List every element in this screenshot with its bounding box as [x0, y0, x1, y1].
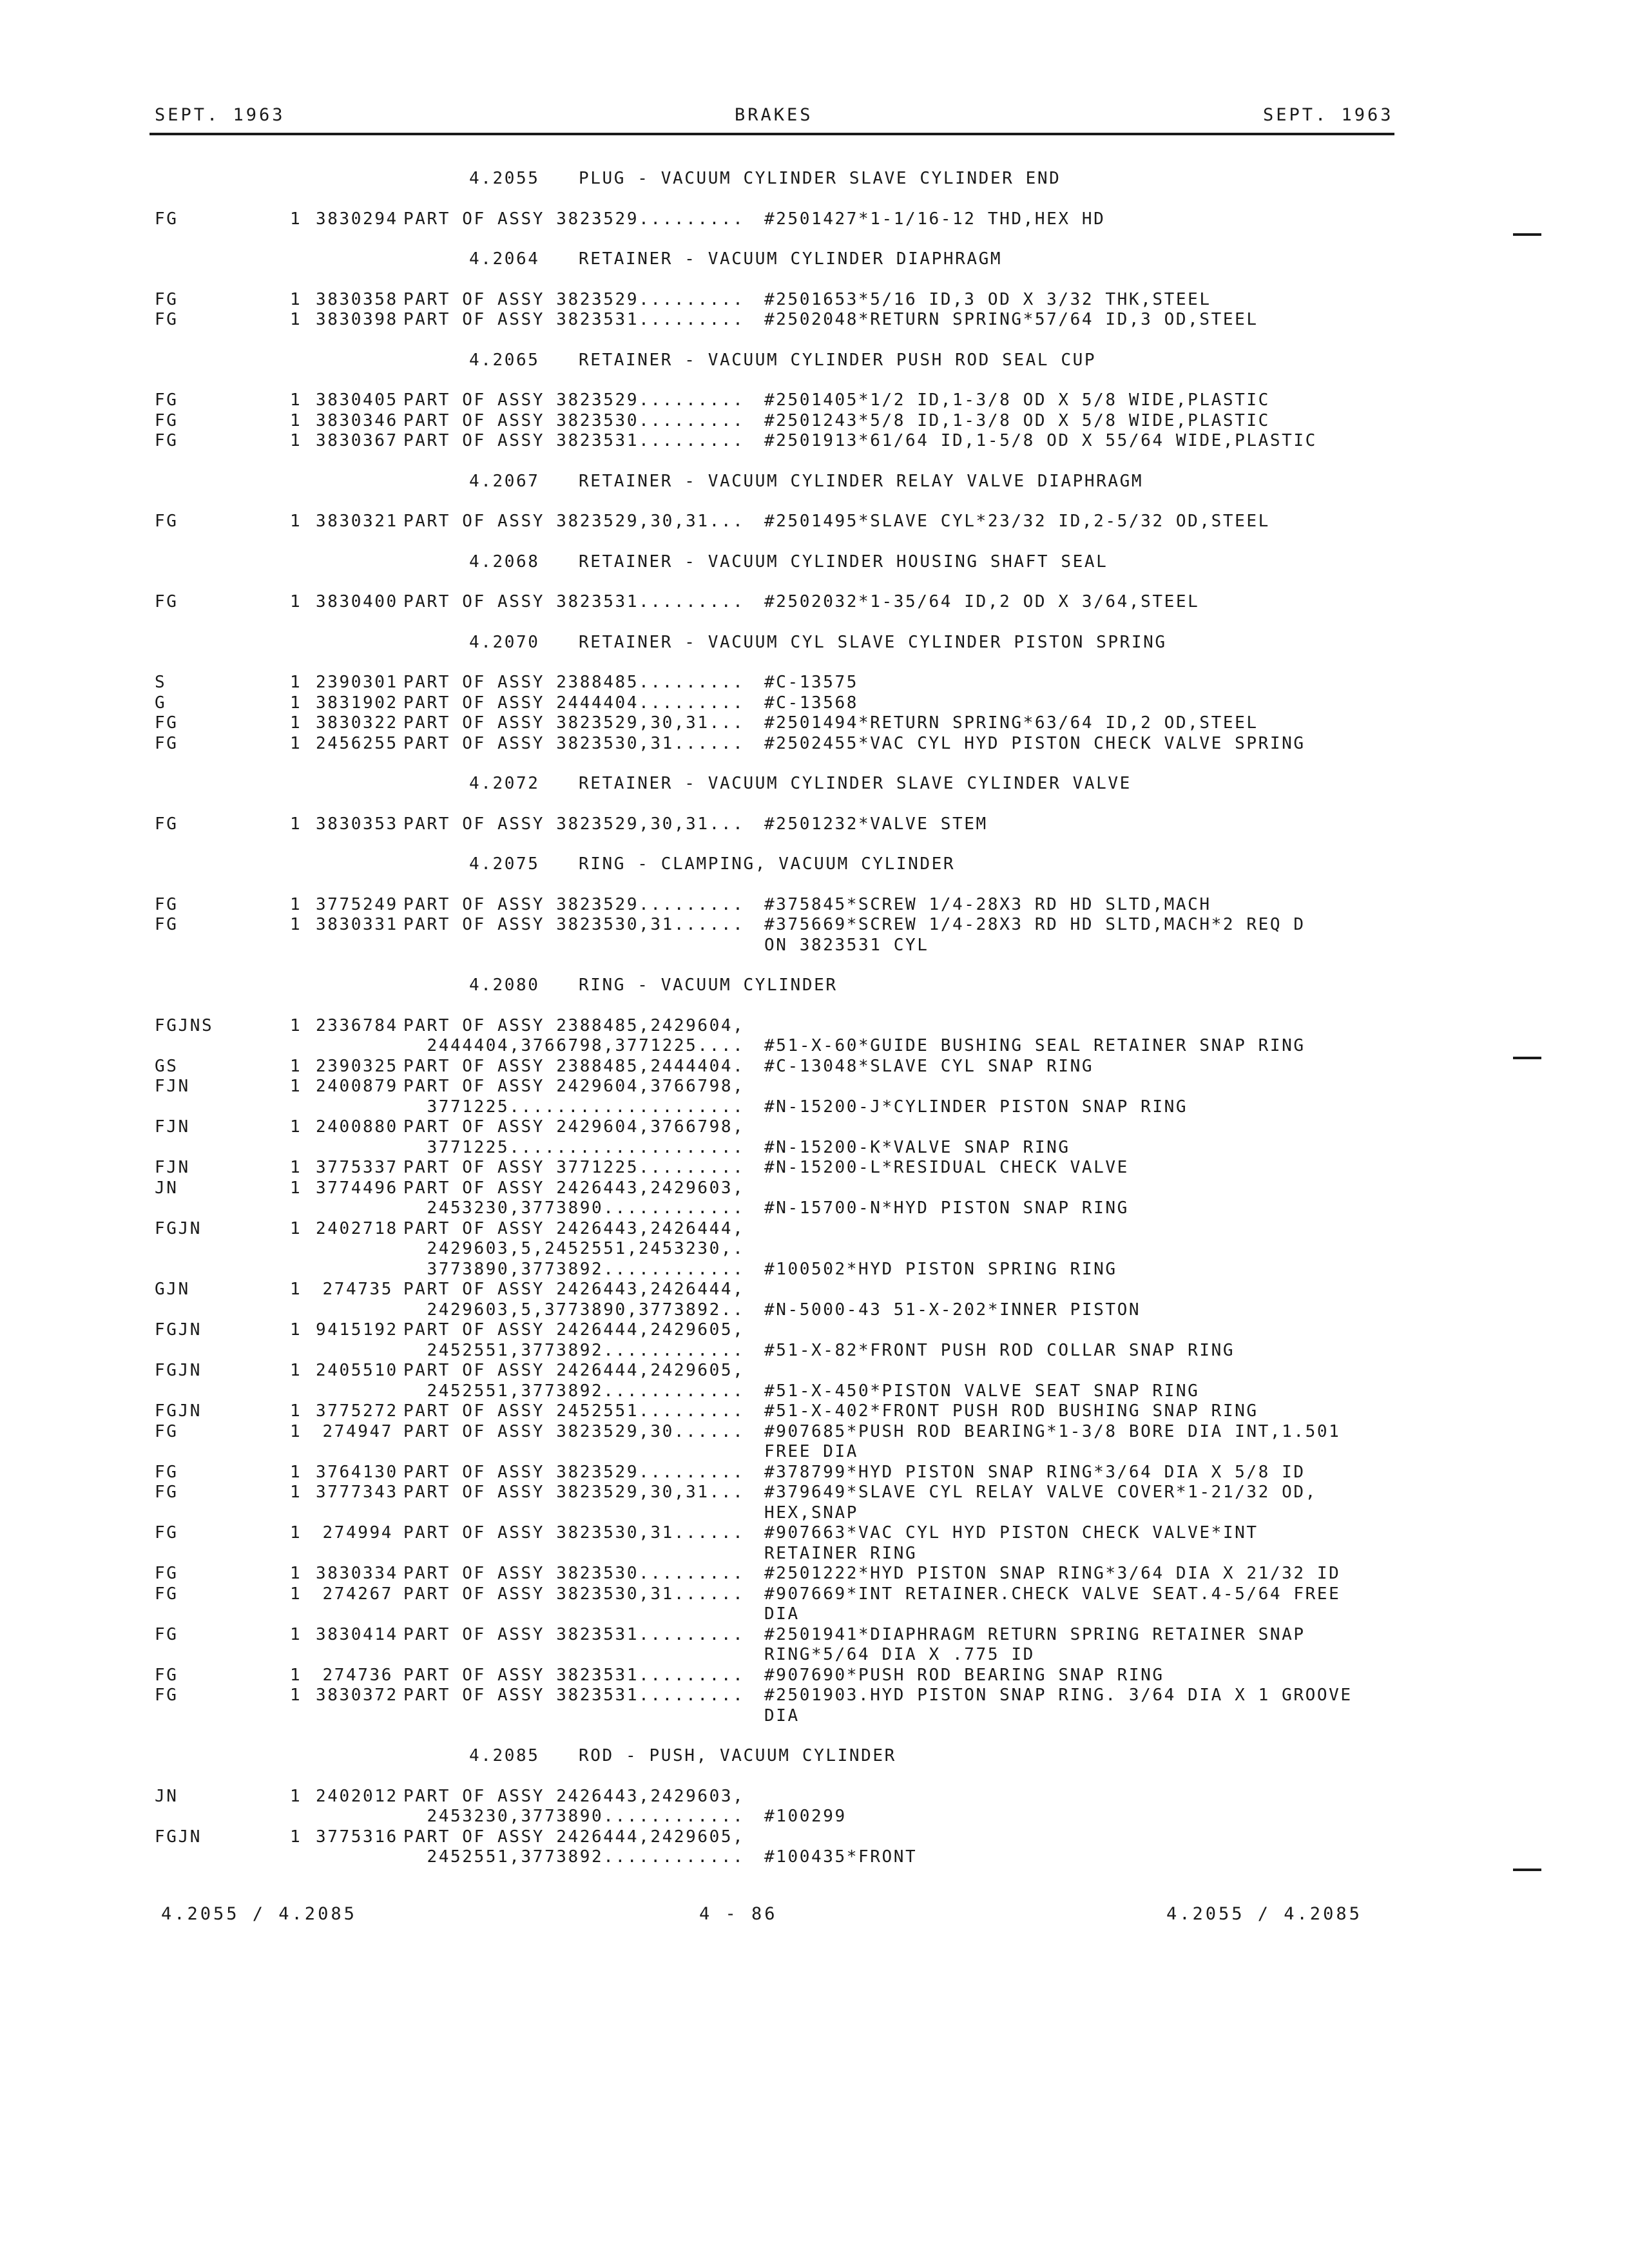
part-entry — [155, 814, 1431, 835]
part-description: #2501913*61/64 ID,1-5/8 OD X 55/64 WIDE,PLASTIC — [764, 431, 1317, 450]
section-number: 4.2068 — [469, 552, 540, 572]
part-number: 3775249 — [316, 894, 398, 914]
part-description: #907685*PUSH ROD BEARING*1-3/8 BORE DIA INT,1.501 FREE DIA — [764, 1421, 1341, 1461]
footer-range-left: 4.2055 / 4.2085 — [161, 1904, 357, 1924]
part-number: 274735 — [322, 1280, 393, 1299]
part-entry — [155, 1077, 1431, 1117]
section-number: 4.2085 — [469, 1746, 540, 1765]
model-code: FG — [155, 431, 178, 450]
quantity: 1 — [290, 209, 302, 229]
part-entry — [155, 1625, 1431, 1666]
part-number: 3774496 — [316, 1178, 398, 1198]
section-number: 4.2064 — [469, 249, 540, 269]
quantity: 1 — [290, 814, 302, 834]
quantity: 1 — [290, 1158, 302, 1177]
part-entry — [155, 915, 1431, 956]
model-code: FG — [155, 592, 178, 611]
part-entry — [155, 1523, 1431, 1564]
part-description: #2501903.HYD PISTON SNAP RING. 3/64 DIA X 1 GROOVE DIA — [764, 1686, 1353, 1725]
quantity: 1 — [290, 915, 302, 934]
model-code: FG — [155, 1665, 178, 1685]
part-description: #51-X-82*FRONT PUSH ROD COLLAR SNAP RING — [764, 1340, 1235, 1360]
model-code: GS — [155, 1056, 178, 1076]
model-code: FG — [155, 410, 178, 430]
part-entry — [155, 390, 1431, 411]
part-description: #2501232*VALVE STEM — [764, 814, 988, 834]
part-description: #2501495*SLAVE CYL*23/32 ID,2-5/32 OD,STEEL — [764, 512, 1270, 531]
assembly-reference: PART OF ASSY 2388485,2444404. — [403, 1056, 745, 1076]
part-entry — [155, 512, 1431, 532]
model-code: FG — [155, 713, 178, 733]
assembly-reference: PART OF ASSY 3823529,30,31... — [403, 512, 745, 531]
part-number: 3830372 — [316, 1686, 398, 1705]
assembly-reference: PART OF ASSY 2444404......... — [403, 693, 745, 713]
quantity: 1 — [290, 512, 302, 531]
assembly-reference: PART OF ASSY 3823530,31...... — [403, 1584, 745, 1604]
part-number: 2405510 — [316, 1361, 398, 1380]
part-description: #51-X-402*FRONT PUSH ROD BUSHING SNAP RING — [764, 1401, 1258, 1421]
part-description: #2501405*1/2 ID,1-3/8 OD X 5/8 WIDE,PLASTIC — [764, 390, 1270, 410]
quantity: 1 — [290, 1827, 302, 1847]
section-heading — [155, 633, 1431, 653]
part-number: 3830358 — [316, 289, 398, 309]
quantity: 1 — [290, 1178, 302, 1198]
part-entry — [155, 693, 1431, 714]
section-number: 4.2072 — [469, 774, 540, 793]
part-entry — [155, 1686, 1431, 1726]
part-entry — [155, 1564, 1431, 1584]
part-entry — [155, 1827, 1431, 1868]
part-description: #907669*INT RETAINER.CHECK VALVE SEAT.4-5/64 FREE DIA — [764, 1584, 1341, 1624]
section-heading — [155, 351, 1431, 371]
quantity: 1 — [290, 1686, 302, 1705]
part-description: #N-15200-J*CYLINDER PISTON SNAP RING — [764, 1097, 1188, 1117]
part-number: 274267 — [322, 1584, 393, 1604]
quantity: 1 — [290, 733, 302, 753]
model-code: GJN — [155, 1280, 190, 1299]
part-description: #N-15700-N*HYD PISTON SNAP RING — [764, 1198, 1129, 1218]
part-description: #2501653*5/16 ID,3 OD X 3/32 THK,STEEL — [764, 289, 1211, 309]
parts-listing — [155, 169, 1431, 1868]
section-number: 4.2067 — [469, 471, 540, 491]
assembly-reference: PART OF ASSY 2426443,2429603, 2453230,3773890............ — [403, 1786, 745, 1826]
part-entry — [155, 1422, 1431, 1463]
model-code: FG — [155, 289, 178, 309]
part-number: 3830294 — [316, 209, 398, 229]
model-code: FGJN — [155, 1827, 202, 1847]
part-description: #2501222*HYD PISTON SNAP RING*3/64 DIA X 21/32 ID — [764, 1564, 1341, 1583]
section-number: 4.2055 — [469, 169, 540, 188]
part-number: 274947 — [322, 1421, 393, 1441]
part-entry — [155, 1666, 1431, 1686]
footer-range-right: 4.2055 / 4.2085 — [1166, 1904, 1362, 1924]
assembly-reference: PART OF ASSY 3823529,30,31... — [403, 713, 745, 733]
part-entry — [155, 1117, 1431, 1158]
assembly-reference: PART OF ASSY 3823531......... — [403, 431, 745, 450]
quantity: 1 — [290, 693, 302, 713]
part-description: #379649*SLAVE CYL RELAY VALVE COVER*1-21/32 OD, HEX,SNAP — [764, 1483, 1317, 1523]
assembly-reference: PART OF ASSY 3823529,30...... — [403, 1421, 745, 1441]
assembly-reference: PART OF ASSY 3823529......... — [403, 894, 745, 914]
section-title: RING - CLAMPING, VACUUM CYLINDER — [579, 854, 956, 874]
assembly-reference: PART OF ASSY 3823531......... — [403, 592, 745, 611]
part-number: 2390325 — [316, 1056, 398, 1076]
part-description: #C-13575 — [764, 673, 859, 692]
part-description: #2502455*VAC CYL HYD PISTON CHECK VALVE SPRING — [764, 733, 1306, 753]
part-number: 3830334 — [316, 1564, 398, 1583]
assembly-reference: PART OF ASSY 2426444,2429605, 2452551,3773892............ — [403, 1361, 745, 1401]
assembly-reference: PART OF ASSY 3823529......... — [403, 1462, 745, 1482]
assembly-reference: PART OF ASSY 2388485,2429604, 2444404,3766798,3771225.... — [403, 1015, 745, 1055]
part-number: 3775272 — [316, 1401, 398, 1421]
section-number: 4.2065 — [469, 350, 540, 370]
quantity: 1 — [290, 1786, 302, 1806]
model-code: G — [155, 693, 167, 713]
part-number: 3830405 — [316, 390, 398, 410]
quantity: 1 — [290, 1015, 302, 1035]
model-code: JN — [155, 1178, 178, 1198]
model-code: FG — [155, 1523, 178, 1542]
part-number: 2390301 — [316, 673, 398, 692]
section-title: RETAINER - VACUUM CYLINDER HOUSING SHAFT SEAL — [579, 552, 1108, 572]
part-description: #375845*SCREW 1/4-28X3 RD HD SLTD,MACH — [764, 894, 1211, 914]
quantity: 1 — [290, 310, 302, 329]
section-heading — [155, 169, 1431, 189]
part-number: 3830331 — [316, 915, 398, 934]
assembly-reference: PART OF ASSY 3823529,30,31... — [403, 814, 745, 834]
model-code: FG — [155, 1483, 178, 1502]
section-heading — [155, 854, 1431, 875]
quantity: 1 — [290, 1077, 302, 1096]
section-title: PLUG - VACUUM CYLINDER SLAVE CYLINDER END — [579, 169, 1061, 188]
assembly-reference: PART OF ASSY 2388485......... — [403, 673, 745, 692]
header-title: BRAKES — [735, 105, 813, 125]
quantity: 1 — [290, 289, 302, 309]
section-number: 4.2070 — [469, 632, 540, 652]
model-code: FG — [155, 1462, 178, 1482]
part-number: 3777343 — [316, 1483, 398, 1502]
part-description: #C-13568 — [764, 693, 859, 713]
assembly-reference: PART OF ASSY 2429604,3766798, 3771225.................... — [403, 1117, 745, 1157]
header-date-right: SEPT. 1963 — [1263, 105, 1394, 125]
section-heading — [155, 975, 1431, 996]
part-entry — [155, 1463, 1431, 1483]
model-code: FG — [155, 310, 178, 329]
section-heading — [155, 552, 1431, 573]
assembly-reference: PART OF ASSY 3823529......... — [403, 289, 745, 309]
header-rule — [149, 133, 1394, 135]
part-entry — [155, 411, 1431, 432]
part-description: #907663*VAC CYL HYD PISTON CHECK VALVE*INT RETAINER RING — [764, 1523, 1258, 1563]
part-number: 3830321 — [316, 512, 398, 531]
part-number: 3830414 — [316, 1624, 398, 1644]
part-description: #2502032*1-35/64 ID,2 OD X 3/64,STEEL — [764, 592, 1200, 611]
quantity: 1 — [290, 1401, 302, 1421]
part-entry — [155, 713, 1431, 734]
part-description: #2501427*1-1/16-12 THD,HEX HD — [764, 209, 1106, 229]
assembly-reference: PART OF ASSY 3823531......... — [403, 1665, 745, 1685]
part-number: 3775337 — [316, 1158, 398, 1177]
part-description: #907690*PUSH ROD BEARING SNAP RING — [764, 1665, 1164, 1685]
section-title: ROD - PUSH, VACUUM CYLINDER — [579, 1746, 896, 1765]
assembly-reference: PART OF ASSY 3823529,30,31... — [403, 1483, 745, 1502]
quantity: 1 — [290, 1320, 302, 1340]
model-code: FGJN — [155, 1401, 202, 1421]
quantity: 1 — [290, 1462, 302, 1482]
part-description: #2501243*5/8 ID,1-3/8 OD X 5/8 WIDE,PLASTIC — [764, 410, 1270, 430]
part-number: 3775316 — [316, 1827, 398, 1847]
quantity: 1 — [290, 1056, 302, 1076]
part-description: #N-5000-43 51-X-202*INNER PISTON — [764, 1300, 1141, 1320]
quantity: 1 — [290, 894, 302, 914]
part-entry — [155, 1280, 1431, 1320]
quantity: 1 — [290, 1421, 302, 1441]
model-code: FG — [155, 1624, 178, 1644]
part-entry — [155, 1787, 1431, 1827]
part-description: #2501494*RETURN SPRING*63/64 ID,2 OD,STEEL — [764, 713, 1258, 733]
assembly-reference: PART OF ASSY 2429604,3766798, 3771225.................... — [403, 1077, 745, 1117]
part-entry — [155, 895, 1431, 916]
part-entry — [155, 1057, 1431, 1077]
part-number: 3830367 — [316, 431, 398, 450]
part-description: #375669*SCREW 1/4-28X3 RD HD SLTD,MACH*2 REQ D ON 3823531 CYL — [764, 915, 1306, 955]
part-description: #100502*HYD PISTON SPRING RING — [764, 1259, 1117, 1279]
margin-mark — [1513, 1057, 1541, 1059]
quantity: 1 — [290, 1584, 302, 1604]
quantity: 1 — [290, 673, 302, 692]
part-number: 3830346 — [316, 410, 398, 430]
part-number: 274994 — [322, 1523, 393, 1542]
quantity: 1 — [290, 1624, 302, 1644]
model-code: FGJN — [155, 1361, 202, 1380]
part-entry — [155, 1401, 1431, 1422]
quantity: 1 — [290, 713, 302, 733]
part-entry — [155, 1584, 1431, 1625]
quantity: 1 — [290, 1523, 302, 1542]
model-code: FGJN — [155, 1218, 202, 1238]
assembly-reference: PART OF ASSY 3823530......... — [403, 410, 745, 430]
part-description: #51-X-60*GUIDE BUSHING SEAL RETAINER SNAP RING — [764, 1036, 1306, 1055]
part-entry — [155, 1361, 1431, 1401]
section-heading — [155, 249, 1431, 270]
part-entry — [155, 1158, 1431, 1178]
part-entry — [155, 1016, 1431, 1057]
quantity: 1 — [290, 1665, 302, 1685]
part-entry — [155, 290, 1431, 311]
assembly-reference: PART OF ASSY 3823531......... — [403, 310, 745, 329]
section-heading — [155, 1746, 1431, 1767]
part-number: 2402012 — [316, 1786, 398, 1806]
margin-mark — [1513, 1869, 1541, 1871]
quantity: 1 — [290, 1564, 302, 1583]
part-description: #N-15200-L*RESIDUAL CHECK VALVE — [764, 1158, 1129, 1177]
part-entry — [155, 673, 1431, 693]
model-code: FG — [155, 1421, 178, 1441]
model-code: FG — [155, 894, 178, 914]
model-code: FGJN — [155, 1320, 202, 1340]
part-entry — [155, 431, 1431, 452]
assembly-reference: PART OF ASSY 3823530,31...... — [403, 733, 745, 753]
quantity: 1 — [290, 1280, 302, 1299]
part-number: 3831902 — [316, 693, 398, 713]
model-code: FJN — [155, 1158, 190, 1177]
section-number: 4.2075 — [469, 854, 540, 874]
part-number: 9415192 — [316, 1320, 398, 1340]
part-entry — [155, 209, 1431, 230]
part-number: 3764130 — [316, 1462, 398, 1482]
model-code: FG — [155, 390, 178, 410]
part-number: 2456255 — [316, 733, 398, 753]
assembly-reference: PART OF ASSY 2452551......... — [403, 1401, 745, 1421]
part-entry — [155, 1178, 1431, 1219]
model-code: FJN — [155, 1077, 190, 1096]
section-title: RETAINER - VACUUM CYLINDER RELAY VALVE DIAPHRAGM — [579, 471, 1144, 491]
part-number: 3830398 — [316, 310, 398, 329]
part-number: 3830353 — [316, 814, 398, 834]
assembly-reference: PART OF ASSY 2426443,2426444, 2429603,5,3773890,3773892.. — [403, 1280, 745, 1320]
model-code: FG — [155, 1686, 178, 1705]
quantity: 1 — [290, 1361, 302, 1380]
section-title: RETAINER - VACUUM CYL SLAVE CYLINDER PISTON SPRING — [579, 632, 1167, 652]
model-code: S — [155, 673, 167, 692]
part-description: #2501941*DIAPHRAGM RETURN SPRING RETAINER SNAP RING*5/64 DIA X .775 ID — [764, 1624, 1306, 1664]
assembly-reference: PART OF ASSY 3823531......... — [403, 1624, 745, 1644]
assembly-reference: PART OF ASSY 3823530,31...... — [403, 1523, 745, 1542]
quantity: 1 — [290, 1218, 302, 1238]
model-code: FG — [155, 512, 178, 531]
model-code: FG — [155, 733, 178, 753]
part-number: 274736 — [322, 1665, 393, 1685]
quantity: 1 — [290, 431, 302, 450]
part-description: #C-13048*SLAVE CYL SNAP RING — [764, 1056, 1094, 1076]
part-number: 2402718 — [316, 1218, 398, 1238]
section-title: RING - VACUUM CYLINDER — [579, 975, 838, 995]
quantity: 1 — [290, 1483, 302, 1502]
model-code: JN — [155, 1786, 178, 1806]
part-number: 2400879 — [316, 1077, 398, 1096]
model-code: FG — [155, 1584, 178, 1604]
assembly-reference: PART OF ASSY 3823530,31...... — [403, 915, 745, 934]
model-code: FGJNS — [155, 1015, 214, 1035]
part-description: #100435*FRONT — [764, 1847, 918, 1867]
assembly-reference: PART OF ASSY 2426444,2429605, 2452551,3773892............ — [403, 1827, 745, 1867]
part-number: 3830400 — [316, 592, 398, 611]
model-code: FJN — [155, 1117, 190, 1137]
section-heading — [155, 774, 1431, 794]
part-number: 2336784 — [316, 1015, 398, 1035]
section-title: RETAINER - VACUUM CYLINDER SLAVE CYLINDER VALVE — [579, 774, 1132, 793]
quantity: 1 — [290, 592, 302, 611]
section-title: RETAINER - VACUUM CYLINDER PUSH ROD SEAL CUP — [579, 350, 1097, 370]
part-number: 2400880 — [316, 1117, 398, 1137]
assembly-reference: PART OF ASSY 3771225......... — [403, 1158, 745, 1177]
model-code: FG — [155, 915, 178, 934]
part-entry — [155, 592, 1431, 613]
part-entry — [155, 1320, 1431, 1361]
part-entry — [155, 734, 1431, 754]
part-description: #N-15200-K*VALVE SNAP RING — [764, 1137, 1070, 1157]
assembly-reference: PART OF ASSY 3823531......... — [403, 1686, 745, 1705]
section-heading — [155, 472, 1431, 492]
model-code: FG — [155, 814, 178, 834]
assembly-reference: PART OF ASSY 3823529......... — [403, 209, 745, 229]
model-code: FG — [155, 209, 178, 229]
quantity: 1 — [290, 390, 302, 410]
assembly-reference: PART OF ASSY 3823529......... — [403, 390, 745, 410]
part-description: #378799*HYD PISTON SNAP RING*3/64 DIA X 5/8 ID — [764, 1462, 1306, 1482]
quantity: 1 — [290, 1117, 302, 1137]
part-description: #2502048*RETURN SPRING*57/64 ID,3 OD,STEEL — [764, 310, 1258, 329]
part-number: 3830322 — [316, 713, 398, 733]
part-description: #100299 — [764, 1807, 847, 1826]
page-number: 4 - 86 — [699, 1904, 778, 1924]
part-entry — [155, 1483, 1431, 1523]
margin-mark — [1513, 233, 1541, 236]
assembly-reference: PART OF ASSY 2426443,2426444, 2429603,5,2452551,2453230,. 3773890,3773892............ — [403, 1218, 745, 1279]
part-entry — [155, 310, 1431, 331]
header-date-left: SEPT. 1963 — [155, 105, 285, 125]
assembly-reference: PART OF ASSY 3823530......... — [403, 1564, 745, 1583]
section-title: RETAINER - VACUUM CYLINDER DIAPHRAGM — [579, 249, 1003, 269]
section-number: 4.2080 — [469, 975, 540, 995]
assembly-reference: PART OF ASSY 2426444,2429605, 2452551,3773892............ — [403, 1320, 745, 1360]
part-entry — [155, 1219, 1431, 1280]
quantity: 1 — [290, 410, 302, 430]
model-code: FG — [155, 1564, 178, 1583]
part-description: #51-X-450*PISTON VALVE SEAT SNAP RING — [764, 1381, 1200, 1401]
assembly-reference: PART OF ASSY 2426443,2429603, 2453230,3773890............ — [403, 1178, 745, 1218]
